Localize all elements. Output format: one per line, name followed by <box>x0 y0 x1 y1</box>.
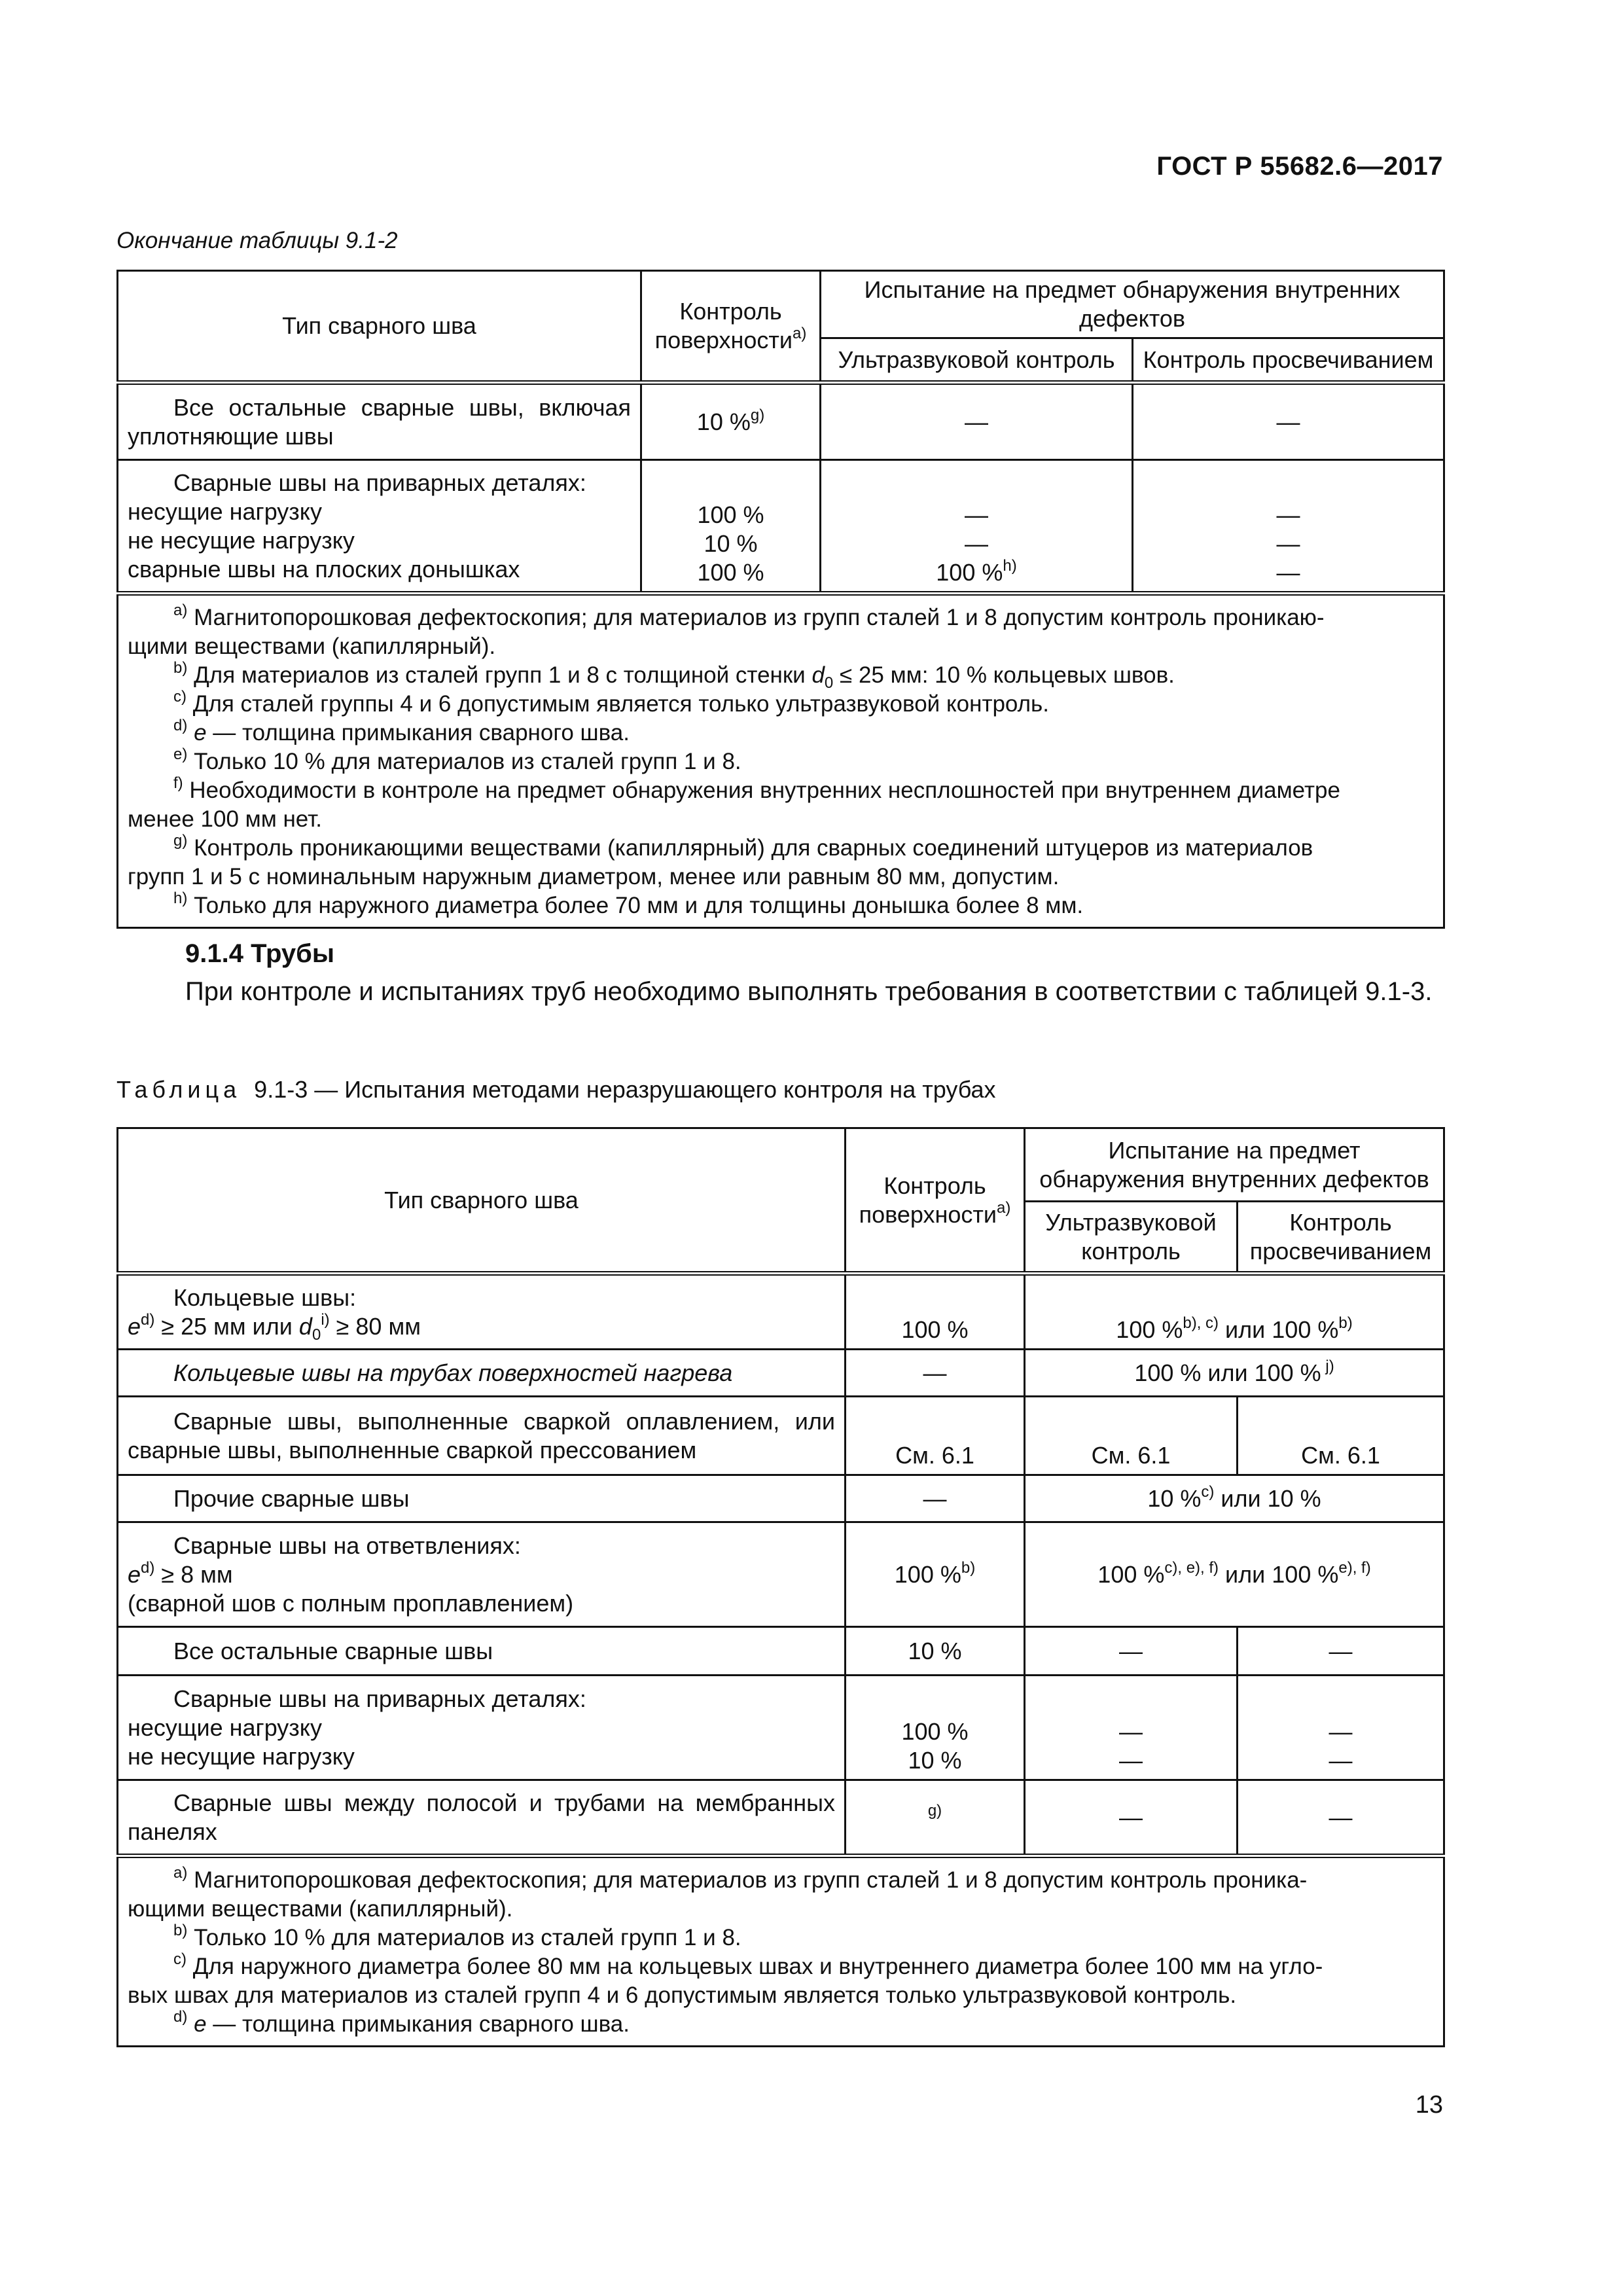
weld-type-cell: Сварные швы на приварных деталях: несущие нагрузку не несущие нагрузку сварные швы на плоских донышках <box>118 460 641 594</box>
surface-cell: — <box>846 1475 1025 1522</box>
weld-type-cell: Сварные швы на приварных деталях: несущие нагрузку не несущие нагрузку <box>118 1676 846 1780</box>
ultrasonic-cell: — — 100 %$^{h)}$ <box>821 460 1133 594</box>
table-row <box>118 1522 1444 1627</box>
table-notes-row <box>118 594 1444 928</box>
footnote-c: $^{c)}$ Для наружного диаметра более 80 мм на кольцевых швах и внутреннего диаметра более 100 мм на угло- <box>173 1950 1323 1979</box>
header-radiography: Контроль просвечиванием <box>1238 1202 1444 1274</box>
surface-cell: 100 % <box>846 1274 1025 1350</box>
ultrasonic-cell: — — <box>1025 1676 1238 1780</box>
weld-type-cell: Сварные швы между полосой и трубами на мембранных панелях <box>118 1780 846 1856</box>
radiography-cell: — <box>1238 1780 1444 1856</box>
section-title: 9.1.4 Трубы <box>185 939 335 968</box>
weld-type-cell: Кольцевые швы на трубах поверхностей нагрева <box>118 1350 846 1397</box>
table-notes-row <box>118 1856 1444 2047</box>
table-row <box>118 1397 1444 1475</box>
radiography-cell: — — — <box>1133 460 1444 594</box>
table-row <box>118 1627 1444 1676</box>
footnote-b: $^{b)}$ Только 10 % для материалов из сталей групп 1 и 8. <box>173 1922 741 1950</box>
surface-cell: 100 % 10 % <box>846 1676 1025 1780</box>
weld-type-cell: Все остальные сварные швы, включая уплотняющие швы <box>118 383 641 460</box>
surface-cell: 10 %$^{g)}$ <box>641 383 821 460</box>
internal-cell: 10 %$^{c)}$ или 10 % <box>1025 1475 1444 1522</box>
footnote-e: $^{e)}$ Только 10 % для материалов из сталей групп 1 и 8. <box>173 745 741 774</box>
internal-cell: 100 %$^{b), c)}$ или 100 %$^{b)}$ <box>1025 1274 1444 1350</box>
radiography-cell: — <box>1238 1627 1444 1676</box>
section-paragraph: При контроле и испытаниях труб необходимо выполнять требования в соответствии с таблицей 9.1-3. <box>185 977 1433 1006</box>
header-internal-defects: Испытание на предмет обнаружения внутренних дефектов <box>1025 1128 1444 1202</box>
table-row <box>118 383 1444 460</box>
ultrasonic-cell: — <box>821 383 1133 460</box>
header-surface-control: Контроль поверхности$^{a)}$ <box>641 271 821 383</box>
surface-cell: См. 6.1 <box>846 1397 1025 1475</box>
surface-cell: 100 % 10 % 100 % <box>641 460 821 594</box>
table-row <box>118 1780 1444 1856</box>
table-9-1-3 <box>116 1127 1445 2047</box>
table-row <box>118 1350 1444 1397</box>
header-weld-type: Тип сварного шва <box>118 271 641 383</box>
internal-cell: 100 %$^{c), e), f)}$ или 100 %$^{e), f)}$ <box>1025 1522 1444 1627</box>
surface-cell: g) <box>846 1780 1025 1856</box>
table-caption: Таблица 9.1-3 — Испытания методами неразрушающего контроля на трубах <box>116 1076 996 1103</box>
footnote-c: $^{c)}$ Для сталей группы 4 и 6 допустимым является только ультразвуковой контроль. <box>173 688 1050 717</box>
radiography-cell: — <box>1133 383 1444 460</box>
weld-type-cell: Кольцевые швы: $e^{d)} \ge 25$ мм или $d_0^{i)} \ge 80$ мм <box>118 1274 846 1350</box>
weld-type-cell: Сварные швы, выполненные сваркой оплавлением, или сварные швы, выполненные сваркой прессованием <box>118 1397 846 1475</box>
ultrasonic-cell: См. 6.1 <box>1025 1397 1238 1475</box>
footnote-a: $^{a)}$ Магнитопорошковая дефектоскопия; для материалов из групп сталей 1 и 8 допустим контроль проникаю- <box>173 601 1325 630</box>
footnote-b: $^{b)}$ Для материалов из сталей групп 1 и 8 с толщиной стенки $d_0 \le 25$ мм: 10 % кольцевых швов. <box>173 659 1175 692</box>
header-ultrasonic: Ультразвуковой контроль <box>821 338 1133 383</box>
ultrasonic-cell: — <box>1025 1780 1238 1856</box>
weld-type-cell: Все остальные сварные швы <box>118 1627 846 1676</box>
footnote-a: $^{a)}$ Магнитопорошковая дефектоскопия; для материалов из групп сталей 1 и 8 допустим контроль проника- <box>173 1864 1308 1893</box>
table-9-1-2 <box>116 270 1445 929</box>
header-surface-control: Контроль поверхности$^{a)}$ <box>846 1128 1025 1274</box>
internal-cell: 100 % или 100 % $^{j)}$ <box>1025 1350 1444 1397</box>
ultrasonic-cell: — <box>1025 1627 1238 1676</box>
radiography-cell: См. 6.1 <box>1238 1397 1444 1475</box>
page-number: 13 <box>1415 2091 1443 2119</box>
footnote-f: $^{f)}$ Необходимости в контроле на предмет обнаружения внутренних несплошностей при внутреннем диаметре <box>173 774 1340 803</box>
table-row <box>118 1274 1444 1350</box>
footnote-d: $^{d)}$ e — толщина примыкания сварного шва. <box>173 2008 630 2037</box>
table-notes: $^{a)}$ Магнитопорошковая дефектоскопия; для материалов из групп сталей 1 и 8 допустим контроль проника- ющими веществами (капиллярный). $^{b)}$ Только 10 % для материалов из сталей групп 1 и 8. $^{c)}$ Для наружного диаметра более 80 мм на кольцевых швах и внутреннего диаметра более 100 мм на угло- вых швах для материалов из сталей групп 4 и 6 допустимым является только ультразвуковой контроль. $^{d)}$ e — толщина примыкания сварного шва. <box>118 1856 1444 2047</box>
header-weld-type: Тип сварного шва <box>118 1128 846 1274</box>
table-row <box>118 1475 1444 1522</box>
header-internal-defects: Испытание на предмет обнаружения внутренних дефектов <box>821 271 1444 338</box>
footnote-d: $^{d)}$ e — толщина примыкания сварного шва. <box>173 717 630 745</box>
surface-cell: 100 %$^{b)}$ <box>846 1522 1025 1627</box>
surface-cell: — <box>846 1350 1025 1397</box>
footnote-g: $^{g)}$ Контроль проникающими веществами (капиллярный) для сварных соединений штуцеров из материалов <box>173 832 1313 861</box>
table-row <box>118 1676 1444 1780</box>
surface-cell: 10 % <box>846 1627 1025 1676</box>
table-notes: $^{a)}$ Магнитопорошковая дефектоскопия; для материалов из групп сталей 1 и 8 допустим контроль проникаю- щими веществами (капиллярный). $^{b)}$ Для материалов из сталей групп 1 и 8 с толщиной стенки $d_0 \le 25$ мм: 10 % кольцевых швов. $^{c)}$ Для сталей группы 4 и 6 допустимым является только ультразвуковой контроль. $^{d)}$ e — толщина примыкания сварного шва. $^{e)}$ Только 10 % для материалов из сталей групп 1 и 8. $^{f)}$ Необходимости в контроле на предмет обнаружения внутренних несплошностей при внутреннем диаметре менее 100 мм нет. $^{g)}$ Контроль проникающими веществами (капиллярный) для сварных соединений штуцеров из материалов групп 1 и 5 с номинальным наружным диаметром, менее или равным 80 мм, допустим. $^{h)}$ Только для наружного диаметра более 70 мм и для толщины донышка более 8 мм. <box>118 594 1444 928</box>
header-ultrasonic: Ультразвуковой контроль <box>1025 1202 1238 1274</box>
header-radiography: Контроль просвечиванием <box>1133 338 1444 383</box>
weld-type-cell: Сварные швы на ответвлениях: $e^{d)} \ge 8$ мм (сварной шов с полным проплавлением) <box>118 1522 846 1627</box>
table-row <box>118 460 1444 594</box>
radiography-cell: — — <box>1238 1676 1444 1780</box>
document-standard-number: ГОСТ Р 55682.6—2017 <box>1156 152 1443 181</box>
footnote-h: $^{h)}$ Только для наружного диаметра более 70 мм и для толщины донышка более 8 мм. <box>173 889 1084 918</box>
table-continuation-caption: Окончание таблицы 9.1-2 <box>116 228 398 253</box>
weld-type-cell: Прочие сварные швы <box>118 1475 846 1522</box>
